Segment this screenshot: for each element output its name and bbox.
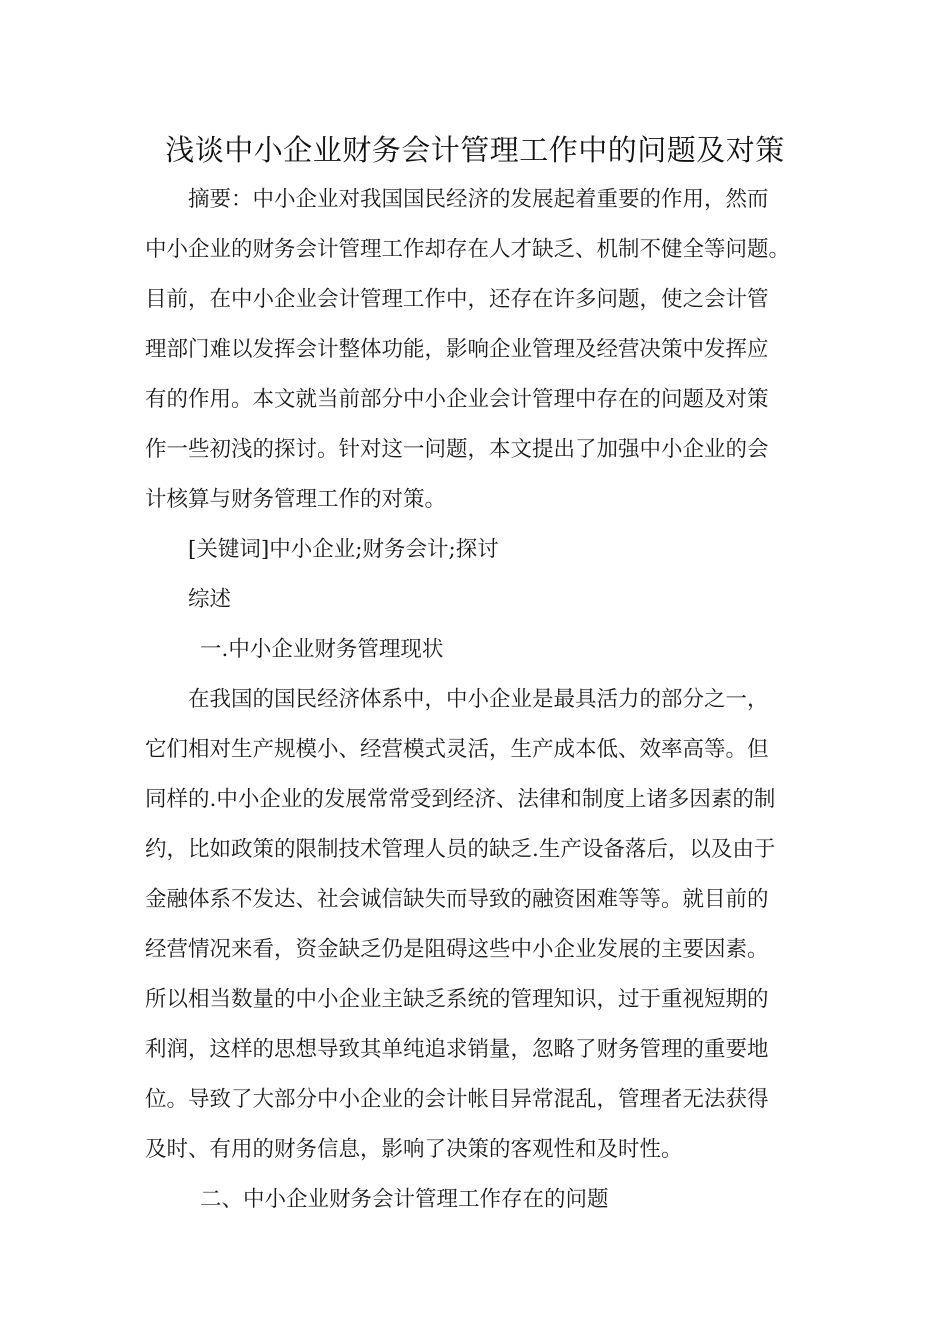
section-heading: 二、中小企业财务会计管理工作存在的问题 bbox=[200, 1187, 609, 1212]
body-line: 约，比如政策的限制技术管理人员的缺乏.生产设备落后，以及由于 bbox=[145, 837, 776, 862]
abstract-line: 计核算与财务管理工作的对策。 bbox=[145, 487, 447, 512]
body-line: 利润，这样的思想导致其单纯追求销量，忽略了财务管理的重要地 bbox=[145, 1037, 769, 1062]
keywords-line: [关键词]中小企业;财务会计;探讨 bbox=[188, 537, 499, 562]
body-line: 所以相当数量的中小企业主缺乏系统的管理知识，过于重视短期的 bbox=[145, 987, 769, 1012]
body-line: 它们相对生产规模小、经营模式灵活，生产成本低、效率高等。但 bbox=[145, 737, 769, 762]
body-line: 位。导致了大部分中小企业的会计帐目异常混乱，管理者无法获得 bbox=[145, 1087, 769, 1112]
abstract-line: 作一些初浅的探讨。针对这一问题，本文提出了加强中小企业的会 bbox=[145, 437, 769, 462]
document-title: 浅谈中小企业财务会计管理工作中的问题及对策 bbox=[165, 133, 785, 167]
overview-heading: 综述 bbox=[188, 587, 232, 612]
abstract-line: 理部门难以发挥会计整体功能，影响企业管理及经营决策中发挥应 bbox=[145, 337, 769, 362]
abstract-line: 有的作用。本文就当前部分中小企业会计管理中存在的问题及对策 bbox=[145, 387, 769, 412]
body-line: 及时、有用的财务信息，影响了决策的客观性和及时性。 bbox=[145, 1137, 683, 1162]
abstract-line: 中小企业的财务会计管理工作却存在人才缺乏、机制不健全等问题。 bbox=[145, 237, 791, 262]
body-line: 同样的.中小企业的发展常常受到经济、法律和制度上诸多因素的制 bbox=[145, 787, 776, 812]
body-line: 在我国的国民经济体系中，中小企业是最具活力的部分之一， bbox=[188, 687, 769, 712]
section-heading: 一.中小企业财务管理现状 bbox=[200, 637, 444, 662]
body-line: 经营情况来看，资金缺乏仍是阻碍这些中小企业发展的主要因素。 bbox=[145, 937, 769, 962]
abstract-line: 摘要：中小企业对我国国民经济的发展起着重要的作用，然而 bbox=[188, 187, 769, 212]
body-line: 金融体系不发达、社会诚信缺失而导致的融资困难等等。就目前的 bbox=[145, 887, 769, 912]
abstract-line: 目前，在中小企业会计管理工作中，还存在许多问题，使之会计管 bbox=[145, 287, 769, 312]
